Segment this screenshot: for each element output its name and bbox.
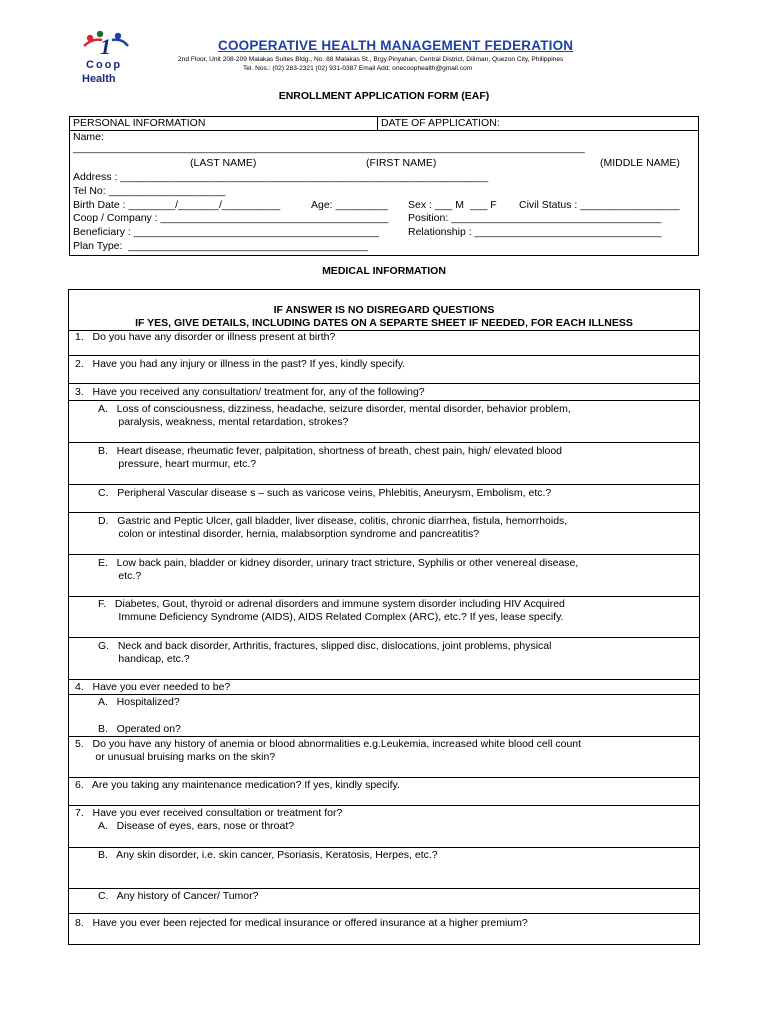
row-divider bbox=[68, 512, 700, 513]
question-5: 5. Do you have any history of anemia or blood abnormalities e.g.Leukemia, increased white blood cell count or unusual bruising marks on the skin? bbox=[75, 738, 582, 763]
row-divider bbox=[68, 383, 700, 384]
age-field[interactable]: Age: _________ bbox=[311, 199, 389, 211]
organization-name: COOPERATIVE HEALTH MANAGEMENT FEDERATION bbox=[218, 38, 574, 53]
first-name-caption: (FIRST NAME) bbox=[366, 157, 437, 169]
question-1: 1. Do you have any disorder or illness present at birth? bbox=[75, 331, 336, 343]
question-4b: B. Operated on? bbox=[98, 723, 181, 735]
last-name-caption: (LAST NAME) bbox=[190, 157, 257, 169]
row-divider bbox=[68, 847, 700, 848]
question-2: 2. Have you had any injury or illness in the past? If yes, kindly specify. bbox=[75, 358, 406, 370]
divider bbox=[377, 116, 378, 131]
row-divider bbox=[68, 596, 700, 597]
question-7c: C. Any history of Cancer/ Tumor? bbox=[98, 890, 259, 902]
address-line-1: 2nd Floor, Unit 208-209 Malakas Suites Bldg., No. 88 Malakas St., Brgy.Pinyahan, Central District, Diliman, Quezon City, Philippines bbox=[178, 56, 564, 63]
address-line-2: Tel. Nos.: (02) 283-2321 (02) 931-0387 Email Add: onecoophealth@gmail.com bbox=[243, 65, 473, 72]
question-3b: B. Heart disease, rheumatic fever, palpitation, shortness of breath, chest pain, high/ elevated blood pressure, heart murmur, etc.? bbox=[98, 445, 563, 470]
question-7a: A. Disease of eyes, ears, nose or throat? bbox=[98, 820, 295, 832]
beneficiary-field[interactable]: Beneficiary : __________________________________________ bbox=[73, 226, 379, 238]
row-divider bbox=[68, 694, 700, 695]
svg-text:Coop: Coop bbox=[86, 59, 123, 71]
coop-health-logo bbox=[78, 30, 144, 86]
question-4a: A. Hospitalized? bbox=[98, 696, 180, 708]
divider bbox=[69, 130, 699, 131]
question-3e: E. Low back pain, bladder or kidney disorder, urinary tract stricture, Syphilis or other venereal disease, etc.? bbox=[98, 557, 579, 582]
row-divider bbox=[68, 679, 700, 680]
row-divider bbox=[68, 554, 700, 555]
personal-info-label: PERSONAL INFORMATION bbox=[73, 117, 206, 129]
tel-field[interactable]: Tel No: ____________________ bbox=[73, 185, 226, 197]
svg-text:Health: Health bbox=[82, 73, 116, 85]
middle-name-caption: (MIDDLE NAME) bbox=[600, 157, 680, 169]
question-7b: B. Any skin disorder, i.e. skin cancer, Psoriasis, Keratosis, Herpes, etc.? bbox=[98, 849, 438, 861]
sex-field[interactable]: Sex : ___ M ___ F bbox=[408, 199, 497, 211]
date-of-application-label[interactable]: DATE OF APPLICATION: bbox=[381, 117, 500, 129]
instruction-line-1: IF ANSWER IS NO DISREGARD QUESTIONS bbox=[273, 304, 495, 316]
medical-info-title: MEDICAL INFORMATION bbox=[322, 265, 446, 277]
row-divider bbox=[68, 637, 700, 638]
relationship-field[interactable]: Relationship : ________________________________ bbox=[408, 226, 662, 238]
question-3a: A. Loss of consciousness, dizziness, headache, seizure disorder, mental disorder, behavior problem, paralysis, weakness, mental retardation, strokes? bbox=[98, 403, 571, 428]
question-3g: G. Neck and back disorder, Arthritis, fractures, slipped disc, dislocations, joint problems, physical handicap, etc.? bbox=[98, 640, 552, 665]
question-4: 4. Have you ever needed to be? bbox=[75, 681, 231, 693]
svg-text:1: 1 bbox=[100, 34, 111, 59]
question-7: 7. Have you ever received consultation or treatment for? bbox=[75, 807, 343, 819]
instruction-line-2: IF YES, GIVE DETAILS, INCLUDING DATES ON A SEPARTE SHEET IF NEEDED, FOR EACH ILLNESS bbox=[135, 317, 633, 329]
question-3c: C. Peripheral Vascular disease s – such as varicose veins, Phlebitis, Aneurysm, Embolism, etc.? bbox=[98, 487, 552, 499]
row-divider bbox=[68, 400, 700, 401]
position-field[interactable]: Position: ____________________________________ bbox=[408, 212, 662, 224]
question-3f: F. Diabetes, Gout, thyroid or adrenal disorders and immune system disorder including HIV Acquired Immune Deficiency Syndrome (AIDS), AIDS Related Complex (ARC), etc.? If yes, lease specify. bbox=[98, 598, 565, 623]
address-field[interactable]: Address : _______________________________________________________________ bbox=[73, 171, 489, 183]
form-title: ENROLLMENT APPLICATION FORM (EAF) bbox=[278, 90, 490, 102]
name-label: Name: bbox=[73, 131, 104, 143]
question-6: 6. Are you taking any maintenance medication? If yes, kindly specify. bbox=[75, 779, 400, 791]
plan-type-field[interactable]: Plan Type: _________________________________________ bbox=[73, 240, 368, 252]
row-divider bbox=[68, 805, 700, 806]
row-divider bbox=[68, 355, 700, 356]
question-3: 3. Have you received any consultation/ treatment for, any of the following? bbox=[75, 386, 425, 398]
birth-date-field[interactable]: Birth Date : ________/_______/__________ bbox=[73, 199, 281, 211]
row-divider bbox=[68, 736, 700, 737]
name-field-line[interactable]: ____________________________________________________________________________________________ bbox=[73, 143, 585, 154]
row-divider bbox=[68, 888, 700, 889]
row-divider bbox=[68, 484, 700, 485]
civil-status-field[interactable]: Civil Status : _________________ bbox=[519, 199, 680, 211]
row-divider bbox=[68, 777, 700, 778]
question-3d: D. Gastric and Peptic Ulcer, gall bladder, liver disease, colitis, chronic diarrhea, fistula, hemorrhoids, colon or intestinal disorder, hernia, malabsorption syndrome and pancreatitis? bbox=[98, 515, 568, 540]
coop-company-field[interactable]: Coop / Company : _______________________________________ bbox=[73, 212, 389, 224]
row-divider bbox=[68, 913, 700, 914]
question-8: 8. Have you ever been rejected for medical insurance or offered insurance at a higher premium? bbox=[75, 917, 528, 929]
row-divider bbox=[68, 442, 700, 443]
